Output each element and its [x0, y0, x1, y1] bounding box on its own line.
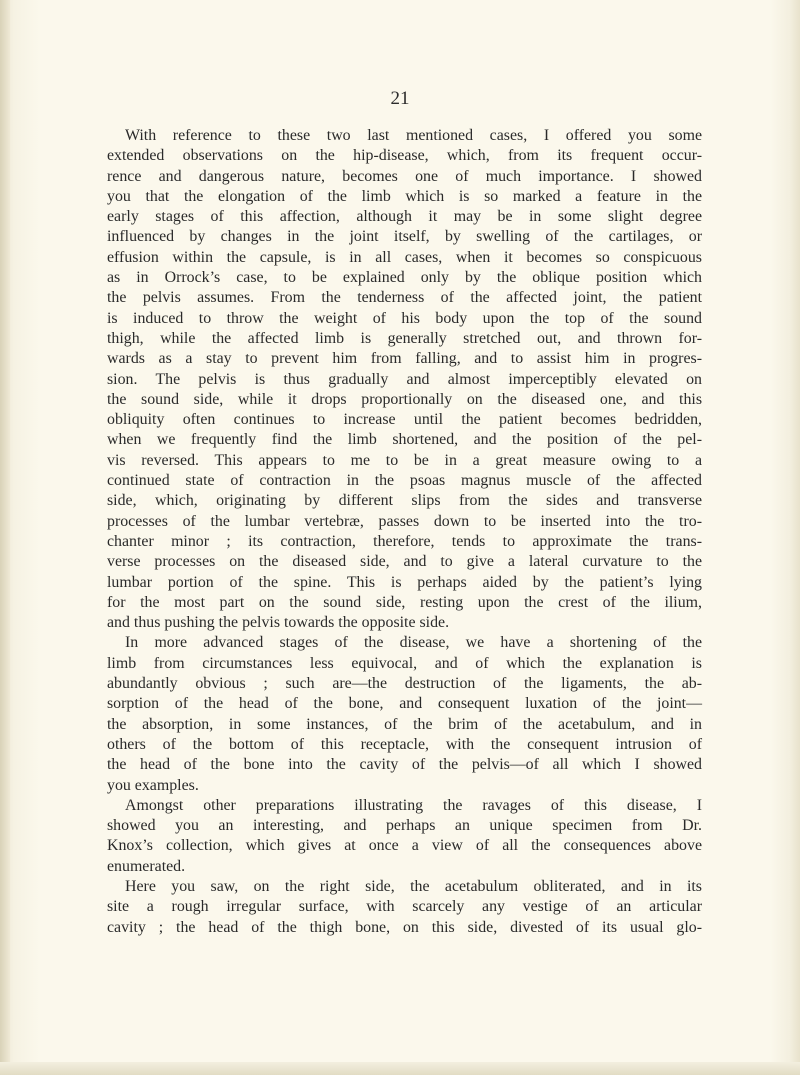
text-line: Here you saw, on the right side, the acetabulum obliterated, and in its: [125, 877, 702, 895]
text-line: chanter minor ; its contraction, therefore, tends to approximate the trans-: [107, 532, 702, 550]
text-line: limb from circumstances less equivocal, and of which the explanation is: [107, 654, 702, 672]
text-line: the head of the bone into the cavity of the pelvis—of all which I showed: [107, 756, 702, 774]
text-line: cavity ; the head of the thigh bone, on this side, divested of its usual glo-: [107, 918, 702, 936]
text-line: for the most part on the sound side, resting upon the crest of the ilium,: [107, 593, 702, 611]
text-line: continued state of contraction in the psoas magnus muscle of the affected: [107, 472, 702, 490]
text-line: and thus pushing the pelvis towards the opposite side.: [107, 614, 450, 632]
text-line: obliquity often continues to increase until the patient becomes bedridden,: [107, 411, 702, 429]
page-number: 21: [390, 88, 410, 109]
text-line: influenced by changes in the joint itself, by swelling of the cartilages, or: [107, 228, 702, 246]
text-line: site a rough irregular surface, with scarcely any vestige of an articular: [107, 898, 702, 916]
text-line: side, which, originating by different slips from the sides and transverse: [107, 492, 702, 510]
text-line: thigh, while the affected limb is generally stretched out, and thrown for-: [107, 329, 702, 347]
text-line: sorption of the head of the bone, and consequent luxation of the joint—: [107, 695, 702, 713]
text-line: wards as a stay to prevent him from falling, and to assist him in progres-: [107, 350, 702, 368]
text-line: In more advanced stages of the disease, we have a shortening of the: [125, 634, 702, 652]
text-line: extended observations on the hip-disease, which, from its frequent occur-: [107, 147, 702, 165]
text-line: as in Orrock’s case, to be explained only by the oblique position which: [107, 269, 702, 287]
text-line: verse processes on the diseased side, and to give a lateral curvature to the: [107, 553, 702, 571]
text-line: rence and dangerous nature, becomes one of much importance. I showed: [107, 167, 702, 185]
text-line: processes of the lumbar vertebræ, passes down to be inserted into the tro-: [107, 512, 702, 530]
text-line: enumerated.: [107, 857, 186, 875]
page-gutter-shadow: [0, 0, 10, 1075]
text-line: abundantly obvious ; such are—the destruction of the ligaments, the ab-: [107, 675, 702, 693]
text-line: lumbar portion of the spine. This is perhaps aided by the patient’s lying: [107, 573, 702, 591]
text-line: the absorption, in some instances, of the brim of the acetabulum, and in: [107, 715, 702, 733]
text-line: Knox’s collection, which gives at once a view of all the consequences above: [107, 837, 702, 855]
text-line: you that the elongation of the limb which is so marked a feature in the: [107, 187, 702, 205]
text-line: showed you an interesting, and perhaps an unique specimen from Dr.: [107, 817, 702, 835]
text-line: vis reversed. This appears to me to be in a great measure owing to a: [107, 451, 702, 469]
text-line: you examples.: [107, 776, 199, 794]
body-text: [107, 126, 702, 938]
text-line: early stages of this affection, although it may be in some slight degree: [107, 208, 702, 226]
text-line: sion. The pelvis is thus gradually and almost imperceptibly elevated on: [107, 370, 702, 388]
text-line: effusion within the capsule, is in all cases, when it becomes so conspicuous: [107, 248, 702, 266]
text-line: With reference to these two last mentioned cases, I offered you some: [125, 127, 702, 144]
text-line: Amongst other preparations illustrating the ravages of this disease, I: [125, 796, 702, 814]
text-line: others of the bottom of this receptacle, with the consequent intrusion of: [107, 735, 702, 753]
text-line: the pelvis assumes. From the tenderness of the affected joint, the patient: [107, 289, 702, 307]
page-bottom-edge: [0, 1062, 800, 1075]
text-line: when we frequently find the limb shortened, and the position of the pel-: [107, 431, 702, 449]
text-line: is induced to throw the weight of his body upon the top of the sound: [107, 309, 702, 327]
text-line: the sound side, while it drops proportionally on the diseased one, and this: [107, 390, 702, 408]
